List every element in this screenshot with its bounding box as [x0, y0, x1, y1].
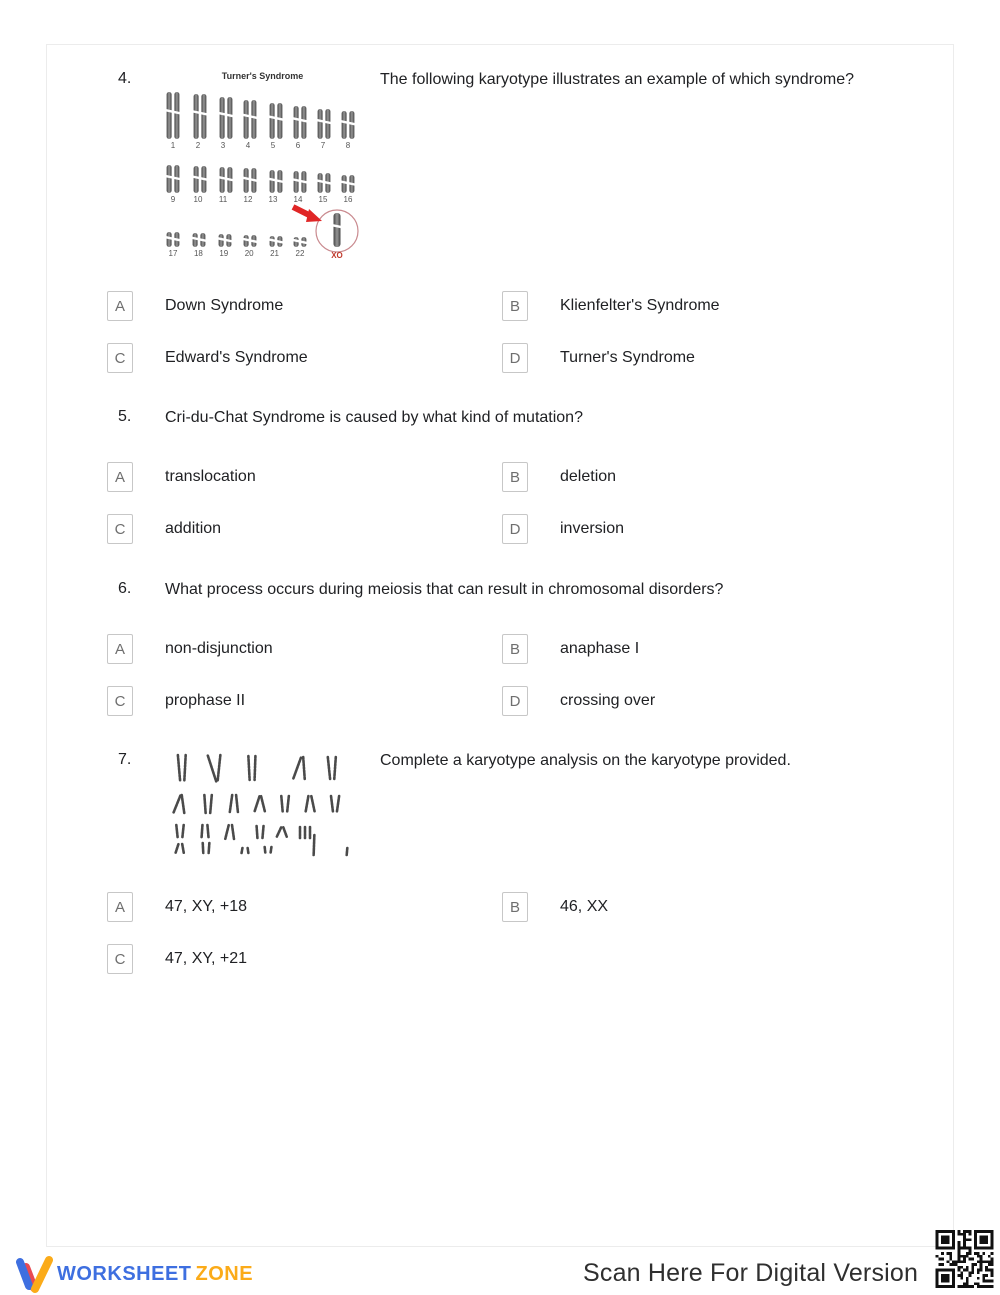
- option-label: prophase II: [165, 692, 246, 709]
- karyotype-number-label: 15: [318, 195, 328, 204]
- option-label: 47, XY, +18: [165, 898, 247, 915]
- karyotype-number-label: 3: [220, 141, 226, 150]
- option-label: Klienfelter's Syndrome: [560, 297, 720, 314]
- karyotype-number-label: 22: [295, 249, 305, 258]
- option-5d[interactable]: [502, 514, 624, 544]
- option-letter-box[interactable]: B: [502, 892, 528, 922]
- question-6-number: 6.: [118, 580, 132, 597]
- option-label: 47, XY, +21: [165, 950, 247, 967]
- karyotype-number-label: 8: [345, 141, 351, 150]
- option-label: 46, XX: [560, 898, 609, 915]
- karyotype-row2-labels: [167, 195, 354, 204]
- option-7c[interactable]: [107, 944, 247, 974]
- karyotype-number-label: 19: [219, 249, 229, 258]
- karyotype-row1-labels: [167, 141, 354, 150]
- option-7a[interactable]: [107, 892, 247, 922]
- karyotype-image-turners-syndrome: [160, 86, 365, 264]
- option-letter-box[interactable]: A: [107, 892, 133, 922]
- option-letter-box[interactable]: C: [107, 343, 133, 373]
- question-7-text: Complete a karyotype analysis on the karyotype provided.: [380, 752, 791, 769]
- question-4-text: The following karyotype illustrates an example of which syndrome?: [380, 71, 855, 88]
- option-7b[interactable]: [502, 892, 608, 922]
- karyotype-number-label: 13: [268, 195, 278, 204]
- karyotype-number-label: 4: [245, 141, 251, 150]
- option-letter-box[interactable]: A: [107, 634, 133, 664]
- option-5a[interactable]: [107, 462, 256, 492]
- karyotype-number-label: 1: [170, 141, 176, 150]
- option-letter-box[interactable]: B: [502, 634, 528, 664]
- karyotype-number-label: 20: [244, 249, 254, 258]
- karyotype-number-label: 17: [168, 249, 178, 258]
- qr-code: [933, 1230, 996, 1288]
- option-label: inversion: [560, 520, 625, 537]
- option-letter-box[interactable]: A: [107, 291, 133, 321]
- karyotype-number-label: 7: [320, 141, 326, 150]
- option-letter-box[interactable]: D: [502, 686, 528, 716]
- karyotype-number-label: 12: [243, 195, 253, 204]
- karyotype-number-label: 21: [270, 249, 280, 258]
- karyotype-title: Turner's Syndrome: [221, 71, 304, 81]
- question-6-text: What process occurs during meiosis that can result in chromosomal disorders?: [165, 581, 724, 598]
- karyotype-number-label: 18: [193, 249, 203, 258]
- karyotype-number-label: 5: [270, 141, 276, 150]
- option-6b[interactable]: [502, 634, 639, 664]
- karyotype-row3-labels: [167, 249, 306, 258]
- option-4b[interactable]: [502, 291, 720, 321]
- option-4c[interactable]: [107, 343, 308, 373]
- karyotype-number-label: 2: [195, 141, 201, 150]
- karyotype-number-label: 16: [343, 195, 353, 204]
- option-letter-box[interactable]: C: [107, 686, 133, 716]
- karyotype-photo-image: [162, 747, 360, 860]
- option-label: Turner's Syndrome: [560, 349, 695, 366]
- question-5-text: Cri-du-Chat Syndrome is caused by what kind of mutation?: [165, 409, 583, 426]
- brand-wordmark: [57, 1263, 253, 1286]
- question-4-number: 4.: [118, 70, 132, 87]
- option-5b[interactable]: [502, 462, 616, 492]
- worksheetzone-logo-icon: [14, 1255, 58, 1295]
- option-label: deletion: [560, 468, 617, 485]
- option-label: Down Syndrome: [165, 297, 284, 314]
- scan-here-text: Scan Here For Digital Version: [583, 1259, 919, 1287]
- karyotype-number-label: 10: [193, 195, 203, 204]
- karyotype-number-label: 11: [218, 195, 228, 204]
- option-6a[interactable]: [107, 634, 273, 664]
- option-6d[interactable]: [502, 686, 655, 716]
- karyotype-number-label: 14: [293, 195, 303, 204]
- option-5c[interactable]: [107, 514, 221, 544]
- option-label: anaphase I: [560, 640, 640, 657]
- karyotype-xo-label: XO: [331, 251, 343, 260]
- option-label: translocation: [165, 468, 256, 485]
- option-letter-box[interactable]: B: [502, 291, 528, 321]
- option-label: Edward's Syndrome: [165, 349, 308, 366]
- question-5-number: 5.: [118, 408, 132, 425]
- option-4a[interactable]: [107, 291, 283, 321]
- brand-worksheet: WORKSHEET: [57, 1263, 192, 1285]
- option-letter-box[interactable]: A: [107, 462, 133, 492]
- option-label: non-disjunction: [165, 640, 273, 657]
- option-4d[interactable]: [502, 343, 695, 373]
- option-letter-box[interactable]: B: [502, 462, 528, 492]
- karyotype-number-label: 9: [170, 195, 176, 204]
- question-7-number: 7.: [118, 751, 132, 768]
- option-label: addition: [165, 520, 222, 537]
- option-6c[interactable]: [107, 686, 245, 716]
- karyotype-number-label: 6: [295, 141, 301, 150]
- option-letter-box[interactable]: C: [107, 514, 133, 544]
- option-label: crossing over: [560, 692, 656, 709]
- option-letter-box[interactable]: D: [502, 514, 528, 544]
- option-letter-box[interactable]: C: [107, 944, 133, 974]
- brand-zone: ZONE: [195, 1263, 254, 1285]
- option-letter-box[interactable]: D: [502, 343, 528, 373]
